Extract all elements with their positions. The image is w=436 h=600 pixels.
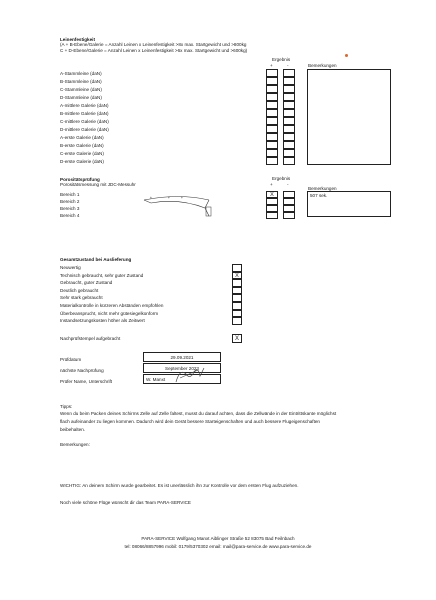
strength-row-label: C-erste Galerie (daN) bbox=[60, 151, 104, 156]
strength-minus-cell bbox=[283, 69, 295, 77]
strength-minus-cell bbox=[283, 109, 295, 117]
porosity-minus-cell bbox=[283, 212, 295, 219]
condition-checkbox bbox=[232, 264, 242, 272]
condition-checkbox bbox=[232, 279, 242, 287]
strength-plus-cell bbox=[266, 109, 278, 117]
condition-checkbox bbox=[232, 310, 242, 318]
strength-row-label: B-mittlere Galerie (daN) bbox=[60, 111, 109, 116]
naechste-label: nächste Nachprüfung bbox=[60, 368, 104, 373]
condition-row-label: Neuwertig bbox=[60, 265, 81, 270]
porosity-plus-cell bbox=[266, 198, 278, 205]
footer-address: PARA-SERVICE Wolfgang Manxt Aiblinger Straße 52 83075 Bad Feilnbach bbox=[141, 536, 295, 541]
remarks-heading: Bemerkungen: bbox=[60, 442, 90, 447]
tips-line-1: Wenn du beim Packen deines Schirms Zelle auf Zelle faltest, musst du darauf achten, dass die Zellwände in der Eintrittskante möglichst bbox=[60, 411, 337, 416]
porosity-remarks-box bbox=[307, 191, 391, 217]
section-title-gesamtzustand: Gesamtzustand bei Auslieferung bbox=[60, 257, 132, 262]
tips-line-2: flach aufeinander zu liegen kommen. Dadurch wird dein Gerät bessere Starteigenschaften und auch bessere Flugeigenschaften bbox=[60, 419, 320, 424]
strength-plus-cell bbox=[266, 149, 278, 157]
porosity-minus-label: - bbox=[287, 182, 289, 187]
plus-label: + bbox=[270, 63, 273, 68]
condition-checkbox bbox=[232, 294, 242, 302]
orange-dot bbox=[345, 54, 348, 57]
porosity-remark-1: 507 sek. bbox=[310, 193, 328, 198]
strength-plus-cell bbox=[266, 133, 278, 141]
strength-minus-cell bbox=[283, 93, 295, 101]
condition-row-label: Überbeansprucht, nicht mehr gütesiegelkonform bbox=[60, 310, 159, 316]
strength-row-label: A-mittlere Galerie (daN) bbox=[60, 103, 109, 108]
strength-plus-cell bbox=[266, 93, 278, 101]
strength-plus-cell bbox=[266, 141, 278, 149]
glider-sketch bbox=[143, 194, 215, 224]
strength-minus-cell bbox=[283, 133, 295, 141]
porosity-row-label: Bereich 1 bbox=[60, 192, 80, 197]
porosity-minus-cell bbox=[283, 198, 295, 205]
porosity-row-label: Bereich 3 bbox=[60, 206, 80, 211]
porosity-row-label: Bereich 4 bbox=[60, 213, 80, 218]
porosity-remarks-label: Bemerkungen bbox=[308, 186, 337, 191]
tips-line-3: beibehalten. bbox=[60, 427, 86, 432]
porosity-ergebnis-label: Ergebnis bbox=[272, 176, 291, 181]
strength-minus-cell bbox=[283, 157, 295, 165]
strength-minus-cell bbox=[283, 77, 295, 85]
condition-checkbox bbox=[232, 287, 242, 295]
strength-row-label: B-Stammleine (daN) bbox=[60, 79, 102, 84]
strength-plus-cell bbox=[266, 101, 278, 109]
condition-row-label: Gebraucht, guter Zustand bbox=[60, 280, 113, 286]
strength-minus-cell bbox=[283, 101, 295, 109]
svg-text:+: + bbox=[181, 196, 183, 200]
porosity-subtitle: Porositätsmessung mit JDC-Messuhr bbox=[60, 182, 136, 187]
porosity-plus-cell bbox=[266, 212, 278, 219]
footer-contact: tel: 08066/8857996 mobil: 0179/5370302 email: mail@para-service.de www.para-service.de bbox=[124, 544, 312, 549]
warning-text: WICHTIG: An deinem Schirm wurde gearbeitet. Es ist unerlässlich ihn zur Kontrolle vor dem ersten Flug aufzuziehen. bbox=[60, 483, 299, 488]
strength-row-label: A-erste Galerie (daN) bbox=[60, 135, 104, 140]
condition-checkbox: X bbox=[232, 272, 242, 280]
section-title-leinenfestigkeit: Leinenfestigkeit bbox=[60, 37, 95, 42]
pruefdatum-label: Prüfdatum bbox=[60, 357, 82, 362]
porosity-minus-cell bbox=[283, 205, 295, 212]
strength-minus-cell bbox=[283, 149, 295, 157]
condition-checkbox bbox=[232, 302, 242, 310]
svg-text:+: + bbox=[150, 196, 152, 200]
condition-checkbox bbox=[232, 317, 242, 325]
strength-row-label: D-mittlere Galerie (daN) bbox=[60, 127, 109, 132]
porosity-minus-cell bbox=[283, 191, 295, 198]
strength-plus-cell bbox=[266, 85, 278, 93]
ergebnis-label: Ergebnis bbox=[272, 57, 291, 62]
section-title-porositaet: Porositätsprüfung bbox=[60, 177, 100, 182]
svg-text:+: + bbox=[168, 196, 170, 200]
condition-row-label: Materialkontrolle in kürzeren Abständen empfohlen bbox=[60, 303, 164, 308]
strength-plus-cell bbox=[266, 117, 278, 125]
porosity-plus-cell bbox=[266, 205, 278, 212]
wishes-text: Noch viele schöne Flüge wünscht dir das Team PARA-SERVICE bbox=[60, 500, 191, 505]
strength-row-label: D-erste Galerie (daN) bbox=[60, 159, 104, 164]
strength-minus-cell bbox=[283, 125, 295, 133]
minus-label: - bbox=[287, 63, 289, 68]
pruefdatum-field: 29.09.2021 bbox=[143, 352, 221, 362]
stamp-checkbox: X bbox=[232, 334, 242, 343]
strength-plus-cell bbox=[266, 125, 278, 133]
pruefer-label: Prüfer Name, Unterschrift bbox=[60, 379, 113, 384]
remarks-label: Bemerkungen bbox=[308, 63, 337, 68]
condition-row-label: Technisch gebraucht, sehr guter Zustand bbox=[60, 272, 144, 278]
strength-row-label: C-mittlere Galerie (daN) bbox=[60, 119, 109, 124]
rule-line-2: C + D-Ebene/Galerie = Anzahl Leinen x Leinenfestigkeit >6x max. Startgewicht und >600kg) bbox=[60, 48, 248, 53]
stamp-label: Nachprüfstempel aufgebracht bbox=[60, 336, 121, 341]
condition-row-label: Deutlich gebraucht bbox=[60, 287, 99, 293]
strength-row-label: C-Stammleine (daN) bbox=[60, 87, 102, 92]
rule-line-1: (A + B-Ebene/Galerie = Anzahl Leinen x Leinenfestigkeit >8x max. Startgewicht und >800kg bbox=[60, 42, 247, 47]
pruefer-name: W. Manxt bbox=[146, 377, 166, 382]
strength-plus-cell bbox=[266, 77, 278, 85]
strength-minus-cell bbox=[283, 117, 295, 125]
porosity-plus-label: + bbox=[270, 182, 273, 187]
tips-title: Tipps: bbox=[60, 404, 73, 409]
naechste-field: September 2023 bbox=[143, 363, 221, 373]
strength-minus-cell bbox=[283, 141, 295, 149]
strength-plus-cell bbox=[266, 157, 278, 165]
strength-row-label: A-Stammleine (daN) bbox=[60, 71, 102, 76]
signature-scribble bbox=[174, 364, 206, 386]
condition-row-label: Instandsetzungskosten höher als Zeitwert bbox=[60, 318, 145, 324]
strength-plus-cell bbox=[266, 69, 278, 77]
condition-row-label: Sehr stark gebraucht bbox=[60, 295, 103, 301]
strength-row-label: B-erste Galerie (daN) bbox=[60, 143, 104, 148]
porosity-row-label: Bereich 2 bbox=[60, 199, 80, 204]
remarks-box bbox=[307, 69, 391, 165]
strength-minus-cell bbox=[283, 85, 295, 93]
strength-row-label: D-Stammleine (daN) bbox=[60, 95, 102, 100]
porosity-plus-cell: X bbox=[266, 191, 278, 198]
